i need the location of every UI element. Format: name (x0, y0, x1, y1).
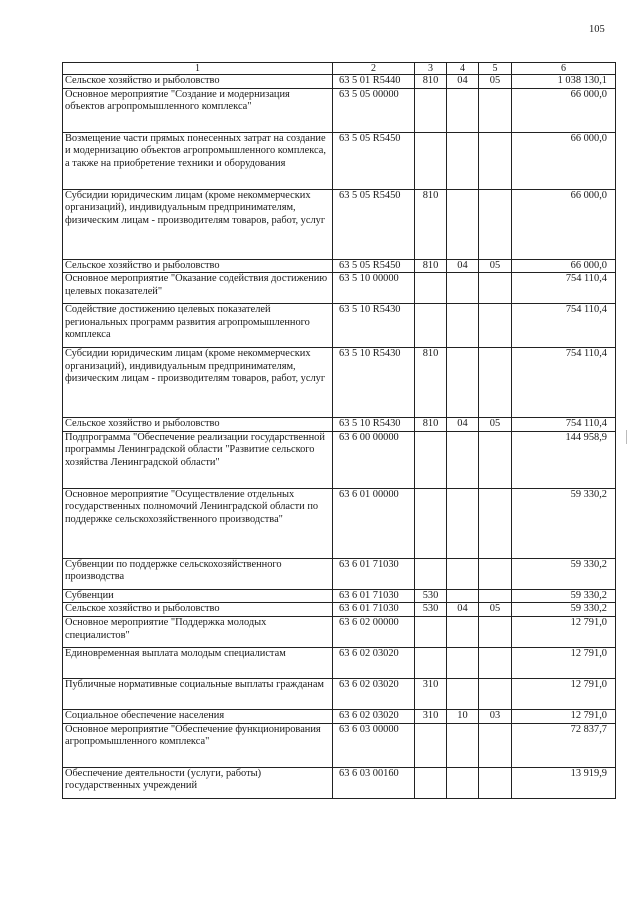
cell-code: 63 6 00 00000 (333, 431, 415, 488)
table-row (63, 603, 616, 617)
cell-pr (479, 348, 512, 418)
cell-sum: 59 330,2 (512, 488, 616, 558)
cell-name: Основное мероприятие "Обеспечение функционирования агропромышленного комплекса" (63, 723, 333, 767)
cell-code: 63 6 03 00160 (333, 767, 415, 798)
cell-code: 63 5 10 R5430 (333, 304, 415, 348)
cell-sum: 72 837,7 (512, 723, 616, 767)
cell-vr (415, 304, 447, 348)
table-header-row (63, 63, 616, 75)
cell-sum: 754 110,4 (512, 273, 616, 304)
cell-name: Сельское хозяйство и рыболовство (63, 259, 333, 273)
cell-vr (415, 431, 447, 488)
cell-sum: 66 000,0 (512, 132, 616, 189)
cell-pr (479, 88, 512, 132)
cell-code: 63 5 10 R5430 (333, 348, 415, 418)
cell-sum: 13 919,9 (512, 767, 616, 798)
cell-vr (415, 273, 447, 304)
cell-code: 63 6 01 71030 (333, 589, 415, 603)
cell-code: 63 6 03 00000 (333, 723, 415, 767)
cell-rz: 04 (447, 603, 479, 617)
cell-vr (415, 488, 447, 558)
cell-pr: 03 (479, 709, 512, 723)
cell-name: Субвенции по поддержке сельскохозяйственного производства (63, 558, 333, 589)
table-row (63, 132, 616, 189)
cell-pr (479, 616, 512, 647)
cell-rz (447, 431, 479, 488)
table-row (63, 488, 616, 558)
table-row (63, 259, 616, 273)
cell-vr (415, 767, 447, 798)
cell-sum: 59 330,2 (512, 558, 616, 589)
cell-pr: 05 (479, 75, 512, 89)
cell-rz: 10 (447, 709, 479, 723)
table-row (63, 189, 616, 259)
cell-sum: 66 000,0 (512, 88, 616, 132)
cell-name: Социальное обеспечение населения (63, 709, 333, 723)
table-row (63, 88, 616, 132)
cell-code: 63 6 02 00000 (333, 616, 415, 647)
cell-pr (479, 558, 512, 589)
cell-name: Сельское хозяйство и рыболовство (63, 418, 333, 432)
cell-code: 63 6 02 03020 (333, 678, 415, 709)
cell-pr (479, 723, 512, 767)
cell-rz (447, 558, 479, 589)
cell-sum: 12 791,0 (512, 616, 616, 647)
cell-pr: 05 (479, 259, 512, 273)
cell-code: 63 6 01 71030 (333, 558, 415, 589)
page-number: 105 (589, 24, 605, 35)
table-body (63, 75, 616, 799)
cell-name: Возмещение части прямых понесенных затрат на создание и модернизацию объектов агропромышленного комплекса, а также на приобретение техники и оборудования (63, 132, 333, 189)
table-row (63, 431, 616, 488)
cell-pr (479, 431, 512, 488)
cell-rz (447, 616, 479, 647)
cell-code: 63 5 10 R5430 (333, 418, 415, 432)
cell-code: 63 6 01 71030 (333, 603, 415, 617)
budget-table (62, 62, 616, 799)
table-row (63, 273, 616, 304)
cell-name: Обеспечение деятельности (услуги, работы) государственных учреждений (63, 767, 333, 798)
cell-name: Подпрограмма "Обеспечение реализации государственной программы Ленинградской области "Развитие сельского хозяйства Ленинградской области" (63, 431, 333, 488)
header-col-3: 3 (415, 63, 447, 75)
cell-rz (447, 132, 479, 189)
cell-pr (479, 488, 512, 558)
cell-name: Субвенции (63, 589, 333, 603)
cell-name: Субсидии юридическим лицам (кроме некоммерческих организаций), индивидуальным предпринимателям, физическим лицам - производителям товаров, работ, услуг (63, 348, 333, 418)
cell-code: 63 5 10 00000 (333, 273, 415, 304)
table-row (63, 723, 616, 767)
cell-vr: 810 (415, 348, 447, 418)
cell-vr (415, 616, 447, 647)
cell-pr: 05 (479, 603, 512, 617)
cell-pr (479, 132, 512, 189)
cell-rz (447, 189, 479, 259)
cell-vr: 810 (415, 75, 447, 89)
cell-name: Основное мероприятие "Поддержка молодых специалистов" (63, 616, 333, 647)
cell-rz (447, 723, 479, 767)
table-row (63, 647, 616, 678)
cell-code: 63 6 02 03020 (333, 709, 415, 723)
cell-vr (415, 132, 447, 189)
cell-vr: 810 (415, 418, 447, 432)
cell-code: 63 6 02 03020 (333, 647, 415, 678)
cell-name: Содействие достижению целевых показателей региональных программ развития агропромышленного комплекса (63, 304, 333, 348)
cell-rz (447, 88, 479, 132)
cell-rz (447, 678, 479, 709)
cell-name: Единовременная выплата молодым специалистам (63, 647, 333, 678)
cell-vr: 530 (415, 603, 447, 617)
cell-vr: 810 (415, 189, 447, 259)
table-row (63, 616, 616, 647)
cell-sum: 12 791,0 (512, 647, 616, 678)
cell-sum: 754 110,4 (512, 348, 616, 418)
cell-pr (479, 189, 512, 259)
table-row (63, 75, 616, 89)
cell-sum: 66 000,0 (512, 189, 616, 259)
header-col-5: 5 (479, 63, 512, 75)
cell-sum: 59 330,2 (512, 603, 616, 617)
cell-pr (479, 273, 512, 304)
cell-name: Основное мероприятие "Оказание содействия достижению целевых показателей" (63, 273, 333, 304)
cell-code: 63 5 05 00000 (333, 88, 415, 132)
cell-rz (447, 273, 479, 304)
cell-name: Основное мероприятие "Создание и модернизация объектов агропромышленного комплекса" (63, 88, 333, 132)
cell-code: 63 6 01 00000 (333, 488, 415, 558)
table-row (63, 767, 616, 798)
cell-vr (415, 723, 447, 767)
cell-code: 63 5 05 R5450 (333, 259, 415, 273)
cell-sum: 754 110,4 (512, 418, 616, 432)
cell-rz (447, 348, 479, 418)
cell-vr (415, 647, 447, 678)
header-col-6: 6 (512, 63, 616, 75)
cell-pr: 05 (479, 418, 512, 432)
cell-pr (479, 678, 512, 709)
cell-pr (479, 304, 512, 348)
cell-vr (415, 88, 447, 132)
cell-name: Субсидии юридическим лицам (кроме некоммерческих организаций), индивидуальным предпринимателям, физическим лицам - производителям товаров, работ, услуг (63, 189, 333, 259)
cell-code: 63 5 05 R5450 (333, 189, 415, 259)
cell-vr (415, 558, 447, 589)
table-row (63, 304, 616, 348)
cell-sum: 144 958,9 (512, 431, 616, 488)
cell-pr (479, 589, 512, 603)
table-row (63, 709, 616, 723)
table-row (63, 558, 616, 589)
cell-vr: 310 (415, 709, 447, 723)
table-row (63, 678, 616, 709)
table-row (63, 348, 616, 418)
cell-name: Сельское хозяйство и рыболовство (63, 603, 333, 617)
cell-vr: 810 (415, 259, 447, 273)
cell-sum: 1 038 130,1 (512, 75, 616, 89)
cell-rz (447, 767, 479, 798)
cell-sum: 12 791,0 (512, 678, 616, 709)
cell-vr: 530 (415, 589, 447, 603)
cell-name: Основное мероприятие "Осуществление отдельных государственных полномочий Ленинградской области по поддержке сельскохозяйственного производства" (63, 488, 333, 558)
cell-sum: 754 110,4 (512, 304, 616, 348)
cell-rz (447, 304, 479, 348)
cell-rz (447, 647, 479, 678)
cell-sum: 59 330,2 (512, 589, 616, 603)
cell-name: Публичные нормативные социальные выплаты гражданам (63, 678, 333, 709)
cell-rz (447, 589, 479, 603)
cell-code: 63 5 05 R5450 (333, 132, 415, 189)
scan-edge-mark (626, 430, 627, 444)
cell-rz: 04 (447, 259, 479, 273)
table-row (63, 418, 616, 432)
header-col-4: 4 (447, 63, 479, 75)
cell-rz: 04 (447, 75, 479, 89)
cell-name: Сельское хозяйство и рыболовство (63, 75, 333, 89)
cell-sum: 12 791,0 (512, 709, 616, 723)
header-col-2: 2 (333, 63, 415, 75)
header-col-1: 1 (63, 63, 333, 75)
table-row (63, 589, 616, 603)
cell-pr (479, 647, 512, 678)
cell-vr: 310 (415, 678, 447, 709)
cell-pr (479, 767, 512, 798)
cell-rz (447, 488, 479, 558)
cell-rz: 04 (447, 418, 479, 432)
cell-code: 63 5 01 R5440 (333, 75, 415, 89)
cell-sum: 66 000,0 (512, 259, 616, 273)
